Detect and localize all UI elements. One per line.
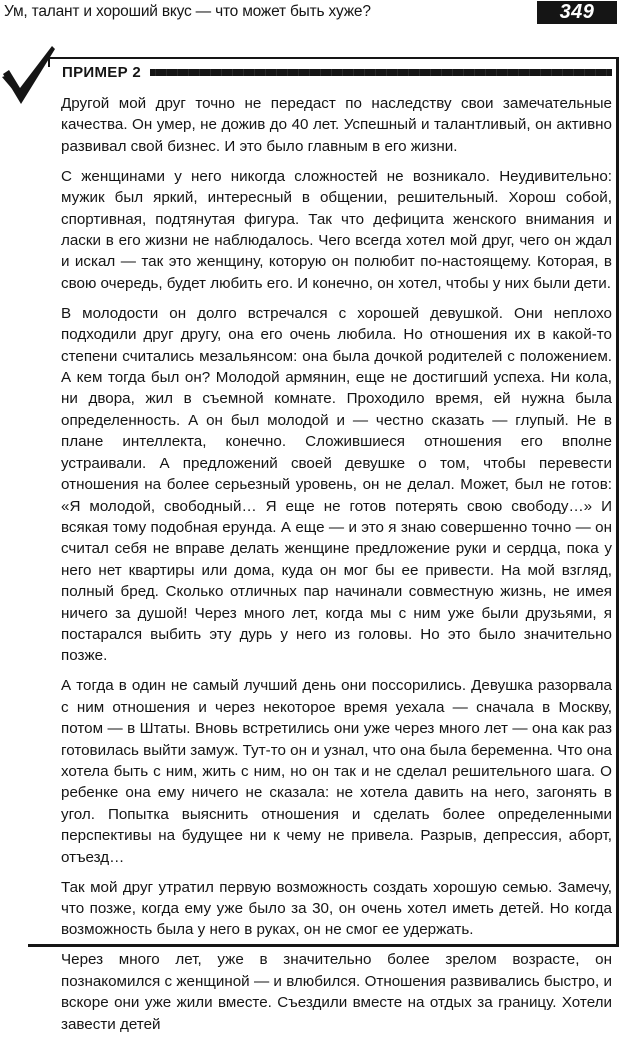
box-left-border — [48, 57, 50, 67]
body-text — [61, 93, 612, 1044]
paragraph: Другой мой друг точно не передаст по наследству свои замечательные качества. Он умер, не дожив до 40 лет. Успешный и талантливый, он активно развивал свой бизнес. И это было главным в его жизни. — [61, 95, 612, 155]
page-number: 349 — [537, 1, 617, 24]
running-title: Ум, талант и хороший вкус — что может быть хуже? — [4, 3, 371, 20]
paragraph: Так мой друг утратил первую возможность создать хорошую семью. Замечу, что позже, когда ему уже было за 30, он очень хотел иметь детей. Но когда возможность была у него в руках, он не смог ее удержать. — [61, 878, 612, 939]
box-right-border — [616, 57, 619, 947]
paragraph: Через много лет, уже в значительно более зрелом возрасте, он познакомился с женщиной — и влюбился. Отношения развивались быстро, и вскоре они уже жили вместе. Съездили вместе на отдых за границу. Хотели завести детей — [61, 951, 612, 1033]
paragraph: В молодости он долго встречался с хорошей девушкой. Они неплохо подходили друг другу, она его очень любила. Но отношения их в какой-то степени считались мезальянсом: она была дочкой родителей с положением. А кем тогда был он? Молодой армянин, еще не достигший успеха. Ни кола, ни двора, жил в съемной комнате. Проходило время, ей нужна была определенность. А он был молодой и — честно сказать — глупый. Не в плане интеллекта, конечно. Сложившиеся отношения его вполне устраивали. А предложений своей девушке о том, чтобы перевести отношения на более серьезный уровень, он не делал. Может, был не готов: «Я молодой, свободный… Я еще не готов потерять свою свободу…» И всякая тому подобная ерунда. А еще — и это я знаю совершенно точно — он считал себя не вправе делать женщине предложение руки и сердца, пока у него нет квартиры или дома, куда он мог бы ее привести. На мой взгляд, полный бред. Сколько отличных пар начинали совместную жизнь, не имея ничего за душой! Через много лет, когда мы с ним уже были друзьями, я постарался выбить эту дурь у него из головы. Но это было значительно позже. — [61, 304, 612, 665]
paragraph: С женщинами у него никогда сложностей не возникало. Неудивительно: мужик был яркий, интересный в общении, решительный. Хорош собой, спортивная, подтянутая фигура. Так что дефицита женского внимания и ласки в его жизни не наблюдалось. Чего всегда хотел мой друг, чего он ждал и искал — так это женщину, которую он полюбит по-настоящему. Которая, в свою очередь, будет любить его. И конечно, он хотел, чтобы у них были дети. — [61, 167, 612, 292]
box-top-border — [48, 57, 618, 59]
paragraph: А тогда в один не самый лучший день они поссорились. Девушка разорвала с ним отношения и через некоторое время уехала — сначала в Москву, потом — в Штаты. Вновь встретились они уже через много лет — она как раз готовилась выйти замуж. Тут-то он и узнал, что она была беременна. Что она хотела быть с ним, жить с ним, но он так и не сделал решительного шага. О ребенке она ему ничего не сказала: не хотела давить на него, загонять в угол. Попытка выяснить отношения и сделать более определенными перспективы на будущее ни к чему не привела. Разрыв, депрессия, аборт, отъезд… — [61, 677, 612, 866]
heading-rule — [150, 69, 612, 76]
checkmark-icon — [0, 44, 58, 110]
example-heading: ПРИМЕР 2 — [62, 64, 141, 81]
